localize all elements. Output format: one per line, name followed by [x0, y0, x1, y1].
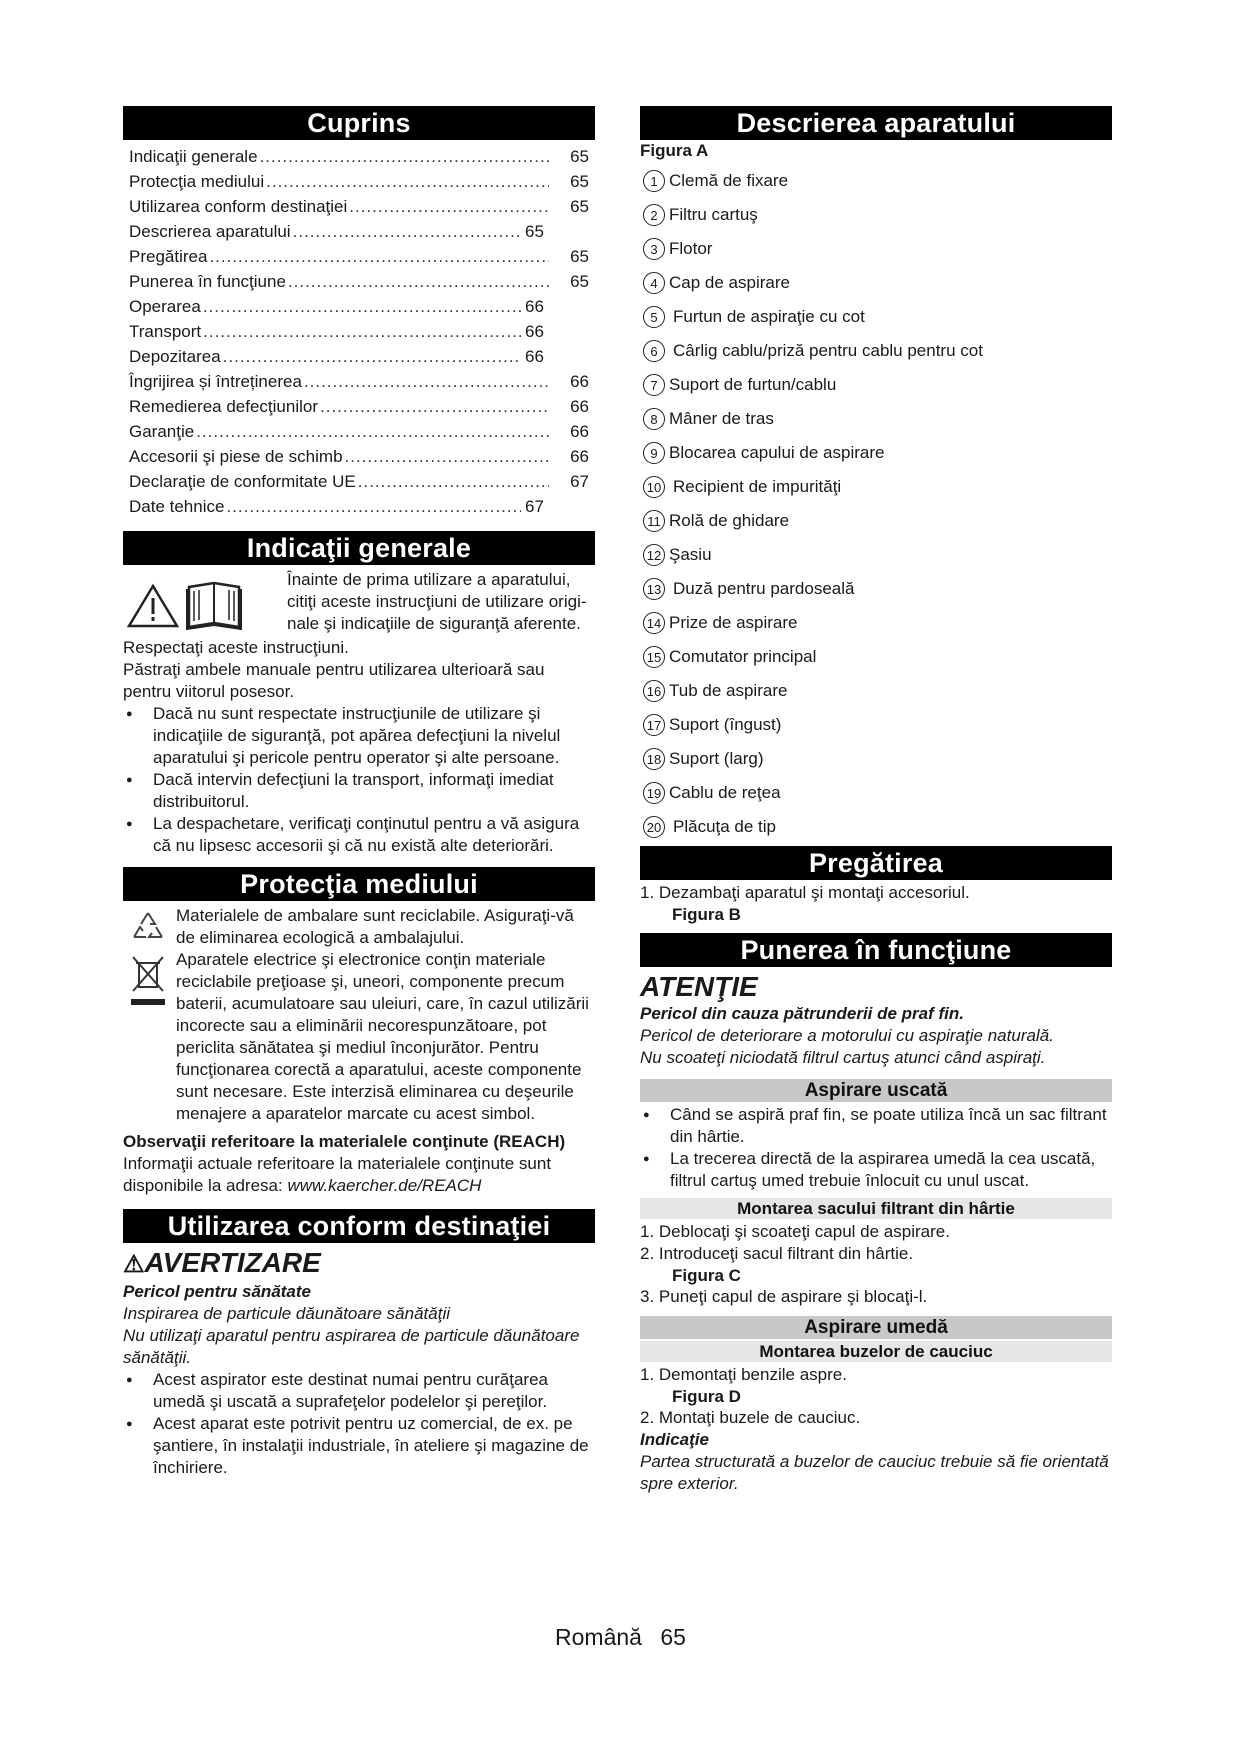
attention-danger-title: Pericol din cauza pătrunderii de praf fin.	[640, 1004, 965, 1023]
toc-item[interactable]: Transport ..... 66	[129, 319, 589, 344]
attention-line-1: Pericol de deteriorare a motorului cu aspiraţie naturală.	[640, 1026, 1054, 1045]
callout-number: 20	[643, 816, 665, 838]
paper-bag-heading: Montarea sacului filtrant din hârtie	[640, 1198, 1112, 1219]
toc-item[interactable]: Îngrijirea și întreținerea ..... 66	[129, 369, 589, 394]
list-item: 2 Filtru cartuş	[640, 198, 1112, 232]
list-item: 8 Mâner de tras	[640, 402, 1112, 436]
usage-heading: Utilizarea conform destinaţiei	[123, 1209, 595, 1243]
warning-icon: ⚠	[123, 1251, 145, 1278]
list-item: 15 Comutator principal	[640, 640, 1112, 674]
list-item: 17 Suport (îngust)	[640, 708, 1112, 742]
toc-item[interactable]: Descrierea aparatului ..... 65	[129, 219, 589, 244]
callout-number: 7	[643, 374, 665, 396]
device-parts-list	[640, 164, 1112, 844]
list-item: ● La despachetare, verificaţi conţinutul pentru a vă asigura că nu lipsesc accesorii şi că nu există alte deteriorări.	[123, 813, 595, 857]
general-p2: Păstraţi ambele manuale pentru utilizarea ulterioară sau pentru viitorul posesor.	[123, 660, 545, 701]
attention-label: ATENŢIE	[640, 971, 758, 1002]
callout-number: 9	[643, 442, 665, 464]
page-footer	[0, 1624, 1241, 1651]
right-column	[640, 106, 1112, 1495]
recycle-icon	[129, 909, 167, 947]
table-of-contents	[123, 144, 595, 519]
callout-number: 12	[643, 544, 665, 566]
wet-vacuum-heading: Aspirare umedă	[640, 1316, 1112, 1339]
figure-a-label: Figura A	[640, 141, 709, 160]
prep-step-1: 1. Dezambaţi aparatul şi montaţi accesoriul.	[640, 883, 970, 902]
list-item: 7 Suport de furtun/cablu	[640, 368, 1112, 402]
note-text: Partea structurată a buzelor de cauciuc trebuie să fie orientată spre exterior.	[640, 1452, 1109, 1493]
weee-bin-icon	[129, 953, 167, 1007]
figure-d-label: Figura D	[672, 1387, 741, 1406]
dry-bullets	[640, 1104, 1112, 1192]
list-item: ● Dacă nu sunt respectate instrucţiunile de utilizare şi indicaţiile de siguranţă, pot apărea defecţiuni la nivelul aparatului şi pericole pentru operator şi alte persoane.	[123, 703, 595, 769]
footer-language: Română	[555, 1624, 642, 1650]
device-heading: Descrierea aparatului	[640, 106, 1112, 140]
startup-heading: Punerea în funcţiune	[640, 933, 1112, 967]
list-item: ● Dacă intervin defecţiuni la transport, informaţi imediat distribuitorul.	[123, 769, 595, 813]
callout-number: 19	[643, 782, 665, 804]
dry-vacuum-heading: Aspirare uscată	[640, 1079, 1112, 1102]
toc-item[interactable]: Operarea ..... 66	[129, 294, 589, 319]
callout-number: 5	[643, 306, 665, 328]
toc-item[interactable]: Pregătirea ..... 65	[129, 244, 589, 269]
general-bullets	[123, 703, 595, 857]
list-item: ● Acest aspirator este destinat numai pentru curăţarea umedă şi uscată a suprafeţelor podelelor şi pereţilor.	[123, 1369, 595, 1413]
toc-item[interactable]: Depozitarea ..... 66	[129, 344, 589, 369]
callout-number: 15	[643, 646, 665, 668]
rubber-step-1: 1. Demontaţi benzile aspre.	[640, 1365, 847, 1384]
callout-number: 8	[643, 408, 665, 430]
general-intro	[123, 569, 595, 637]
list-item: 3 Flotor	[640, 232, 1112, 266]
list-item: 6 Cârlig cablu/priză pentru cablu pentru cot	[640, 334, 1112, 368]
weee-text: Aparatele electrice şi electronice conţin materiale reciclabile preţioase şi, uneori, componente precum baterii, acumulatoare sau uleiuri, care, în cazul utilizării incorecte sau a eliminării necorespunzătoare, pot periclita sănătatea şi mediul înconjurător. Pentru funcţionarea corectă a aparatului, aceste componente sunt necesare. Este interzisă eliminarea cu deşeurile menajere a aparatelor marcate cu acest simbol.	[176, 950, 589, 1123]
toc-item[interactable]: Remedierea defecţiunilor ..... 66	[129, 394, 589, 419]
figure-b-label: Figura B	[672, 905, 741, 924]
list-item: 18 Suport (larg)	[640, 742, 1112, 776]
reach-title: Observaţii referitoare la materialele conţinute (REACH)	[123, 1132, 566, 1151]
list-item: 20 Plăcuţa de tip	[640, 810, 1112, 844]
callout-number: 14	[643, 612, 665, 634]
paper-bag-step-3: 3. Puneţi capul de aspirare şi blocaţi-l.	[640, 1287, 928, 1306]
prep-heading: Pregătirea	[640, 846, 1112, 880]
toc-item[interactable]: Date tehnice ..... 67	[129, 494, 589, 519]
recycle-text: Materialele de ambalare sunt reciclabile. Asiguraţi-vă de eliminarea ecologică a ambalajului.	[176, 906, 574, 947]
environment-block	[123, 905, 595, 1125]
toc-item[interactable]: Protecţia mediului ..... 65	[129, 169, 589, 194]
callout-number: 16	[643, 680, 665, 702]
warning-triangle-icon	[127, 583, 179, 629]
list-item: 10 Recipient de impurităţi	[640, 470, 1112, 504]
list-item: 1. Deblocaţi şi scoateţi capul de aspirare.	[640, 1222, 950, 1241]
attention-line-2: Nu scoateţi niciodată filtrul cartuş atunci când aspiraţi.	[640, 1048, 1046, 1067]
list-item: 11 Rolă de ghidare	[640, 504, 1112, 538]
callout-number: 11	[643, 510, 665, 532]
list-item: 2. Introduceţi sacul filtrant din hârtie.	[640, 1244, 914, 1263]
list-item: ● Acest aparat este potrivit pentru uz comercial, de ex. pe şantiere, în instalaţii industriale, în ateliere şi magazine de închiriere.	[123, 1413, 595, 1479]
callout-number: 13	[643, 578, 665, 600]
list-item: ● La trecerea directă de la aspirarea umedă la cea uscată, filtrul cartuş umed trebuie înlocuit cu unul uscat.	[640, 1148, 1112, 1192]
intro-text: Înainte de prima utilizare a aparatului, citiţi aceste instrucţiuni de utilizare origi- nale şi indicaţiile de siguranţă aferente.	[287, 570, 587, 633]
toc-item[interactable]: Garanţie ..... 66	[129, 419, 589, 444]
list-item: 9 Blocarea capului de aspirare	[640, 436, 1112, 470]
paper-bag-steps	[640, 1221, 1112, 1265]
list-item: 4 Cap de aspirare	[640, 266, 1112, 300]
note-title: Indicaţie	[640, 1430, 709, 1449]
usage-bullets	[123, 1369, 595, 1479]
list-item: 14 Prize de aspirare	[640, 606, 1112, 640]
toc-item[interactable]: Punerea în funcţiune ..... 65	[129, 269, 589, 294]
danger-title: Pericol pentru sănătate	[123, 1282, 312, 1301]
toc-item[interactable]: Accesorii şi piese de schimb ..... 66	[129, 444, 589, 469]
callout-number: 3	[643, 238, 665, 260]
warning-label: ⚠AVERTIZARE	[123, 1247, 321, 1278]
callout-number: 6	[643, 340, 665, 362]
danger-line-1: Inspirarea de particule dăunătoare sănătăţii	[123, 1304, 450, 1323]
danger-line-2: Nu utilizaţi aparatul pentru aspirarea de particule dăunătoare sănătăţii.	[123, 1326, 580, 1367]
toc-item[interactable]: Indicaţii generale ..... 65	[129, 144, 589, 169]
list-item: 12 Şasiu	[640, 538, 1112, 572]
figure-c-label: Figura C	[672, 1266, 741, 1285]
callout-number: 17	[643, 714, 665, 736]
manual-book-icon	[185, 579, 243, 631]
callout-number: 18	[643, 748, 665, 770]
callout-number: 10	[643, 476, 665, 498]
general-heading: Indicaţii generale	[123, 531, 595, 565]
list-item: 16 Tub de aspirare	[640, 674, 1112, 708]
reach-text: Informaţii actuale referitoare la materialele conţinute sunt disponibile la adresa: www.kaercher.de/REACH	[123, 1154, 552, 1195]
reach-link[interactable]: www.kaercher.de/REACH	[287, 1176, 482, 1195]
list-item: 19 Cablu de reţea	[640, 776, 1112, 810]
toc-heading: Cuprins	[123, 106, 595, 140]
list-item: 13 Duză pentru pardoseală	[640, 572, 1112, 606]
left-column	[123, 106, 595, 1479]
callout-number: 2	[643, 204, 665, 226]
environment-heading: Protecţia mediului	[123, 867, 595, 901]
rubber-lips-heading: Montarea buzelor de cauciuc	[640, 1341, 1112, 1362]
toc-item[interactable]: Utilizarea conform destinaţiei ..... 65	[129, 194, 589, 219]
list-item: 5 Furtun de aspiraţie cu cot	[640, 300, 1112, 334]
toc-item[interactable]: Declaraţie de conformitate UE ..... 67	[129, 469, 589, 494]
rubber-step-2: 2. Montaţi buzele de cauciuc.	[640, 1408, 861, 1427]
callout-number: 4	[643, 272, 665, 294]
callout-number: 1	[643, 170, 665, 192]
general-p1: Respectaţi aceste instrucţiuni.	[123, 638, 349, 657]
page-number: 65	[660, 1624, 686, 1650]
list-item: ● Când se aspiră praf fin, se poate utiliza încă un sac filtrant din hârtie.	[640, 1104, 1112, 1148]
list-item: 1 Clemă de fixare	[640, 164, 1112, 198]
